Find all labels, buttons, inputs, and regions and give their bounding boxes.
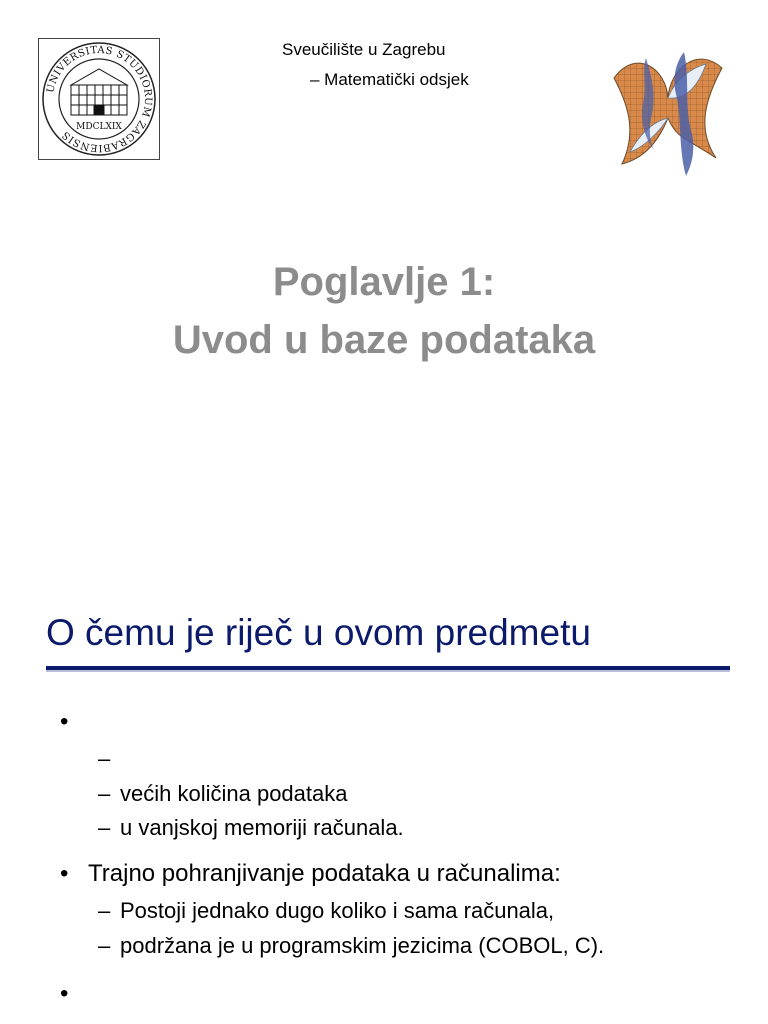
sub-bullet-dash: – — [98, 781, 111, 806]
bullet-text: Trajno pohranjivanje podataka u računalima: — [88, 860, 561, 887]
sub-bullet-dash: – — [98, 898, 111, 923]
seal-year-text: MDCLXIX — [76, 122, 122, 132]
bullet-dot: • — [60, 860, 69, 887]
university-seal-logo — [38, 38, 160, 160]
bullet-dot: • — [60, 708, 69, 735]
sub-bullet-text: Postoji jednako dugo koliko i sama računala, — [120, 898, 555, 923]
university-name: Sveučilište u Zagrebu — [282, 40, 446, 59]
sub-bullet-text: podržana je u programskim jezicima (COBOL, C). — [120, 933, 605, 958]
slide-title: O čemu je riječ u ovom predmetu — [46, 612, 591, 653]
seal-icon — [39, 39, 159, 159]
chapter-number: Poglavlje 1: — [272, 260, 496, 304]
saddle-surface-icon — [606, 38, 730, 180]
svg-text:UNIVERSITAS STUDIORUM ZAGRABIE — [45, 45, 153, 153]
sub-bullet-dash: – — [98, 815, 111, 840]
math-surface-logo — [606, 38, 730, 180]
chapter-title: Uvod u baze podataka — [172, 318, 596, 362]
sub-bullet-dash: – — [98, 933, 111, 958]
sub-bullet-text: većih količina podataka — [120, 781, 348, 806]
sub-bullet-item — [98, 746, 120, 772]
sub-bullet-item — [98, 898, 554, 924]
sub-bullet-dash: – — [98, 746, 111, 771]
title-divider-shadow — [46, 670, 730, 672]
sub-bullet-item — [98, 781, 347, 807]
sub-bullet-item — [98, 933, 604, 959]
sub-bullet-text: u vanjskoj memoriji računala. — [120, 815, 404, 840]
bullet-item — [60, 860, 561, 888]
sub-bullet-item — [98, 815, 404, 841]
bullet-item — [60, 980, 88, 1008]
bullet-item — [60, 708, 88, 736]
department-name: – Matematički odsjek — [310, 70, 469, 89]
seal-ring-text: UNIVERSITAS STUDIORUM ZAGRABIENSIS — [45, 44, 154, 154]
bullet-dot: • — [60, 980, 69, 1007]
